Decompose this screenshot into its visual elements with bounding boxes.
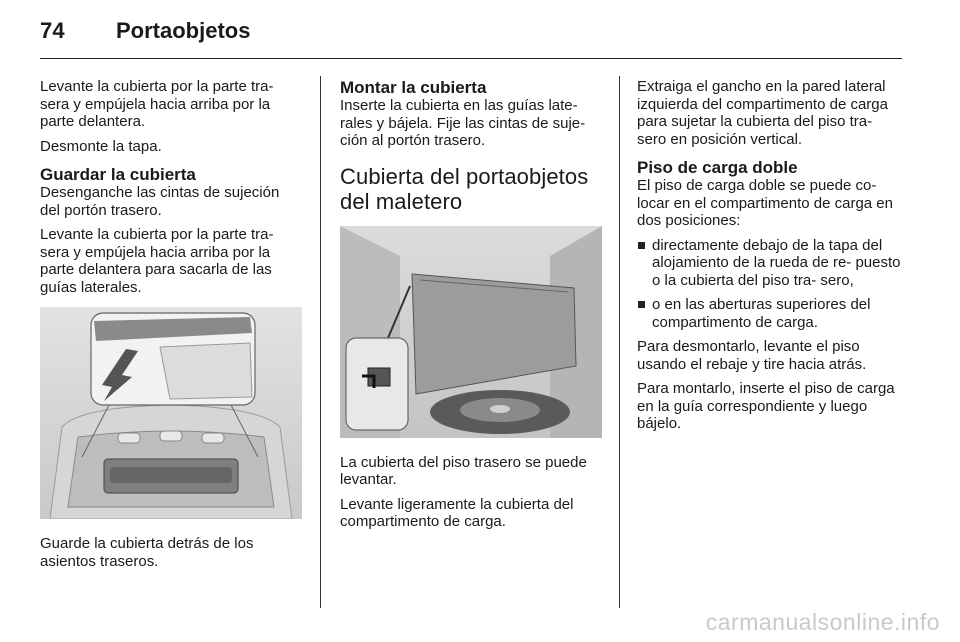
column-middle	[340, 78, 602, 538]
column-left	[40, 78, 302, 577]
heading-guardar-cubierta: Guardar la cubierta	[40, 165, 196, 184]
column-divider	[320, 76, 321, 608]
page-number: 74	[40, 18, 65, 43]
column-right	[637, 78, 901, 440]
paragraph: Desmonte la tapa.	[40, 137, 162, 155]
paragraph: Desenganche las cintas de sujeción del portón trasero.	[40, 184, 280, 219]
bullet-list	[637, 237, 901, 332]
paragraph: La cubierta del piso trasero se puede levantar.	[340, 453, 587, 488]
figure-floor-cover	[340, 226, 602, 438]
heading-piso-carga-doble: Piso de carga doble	[637, 158, 798, 177]
paragraph: Guarde la cubierta detrás de los asientos traseros.	[40, 535, 254, 570]
section-heading: Cubierta del portaobjetos del maletero	[340, 163, 589, 214]
paragraph: Levante ligeramente la cubierta del compartimento de carga.	[340, 495, 574, 530]
figure-cover-storage	[40, 307, 302, 519]
paragraph: Extraiga el gancho en la pared lateral izquierda del compartimento de carga para sujetar la cubierta del piso tra- sero en posición vertical.	[637, 78, 888, 148]
column-divider	[619, 76, 620, 608]
paragraph: Inserte la cubierta en las guías late- rales y bájela. Fije las cintas de suje- ción al portón trasero.	[340, 97, 586, 149]
paragraph: Para desmontarlo, levante el piso usando el rebaje y tire hacia atrás.	[637, 338, 867, 373]
paragraph: Levante la cubierta por la parte tra- sera y empújela hacia arriba por la parte delantera para sacarla de las guías laterales.	[40, 226, 274, 296]
page-title: Portaobjetos	[116, 18, 251, 43]
page-header	[40, 18, 902, 59]
heading-montar-cubierta: Montar la cubierta	[340, 78, 487, 97]
list-item: directamente debajo de la tapa del alojamiento de la rueda de re- puesto o la cubierta del piso tra- sero,	[637, 237, 901, 290]
paragraph: Para montarlo, inserte el piso de carga en la guía correspondiente y luego bájelo.	[637, 380, 895, 432]
paragraph: Levante la cubierta por la parte tra- sera y empújela hacia arriba por la parte delantera.	[40, 78, 274, 130]
list-item: o en las aberturas superiores del compartimento de carga.	[637, 296, 901, 331]
paragraph: El piso de carga doble se puede co- locar en el compartimento de carga en dos posiciones:	[637, 177, 893, 229]
watermark: carmanualsonline.info	[705, 609, 940, 635]
